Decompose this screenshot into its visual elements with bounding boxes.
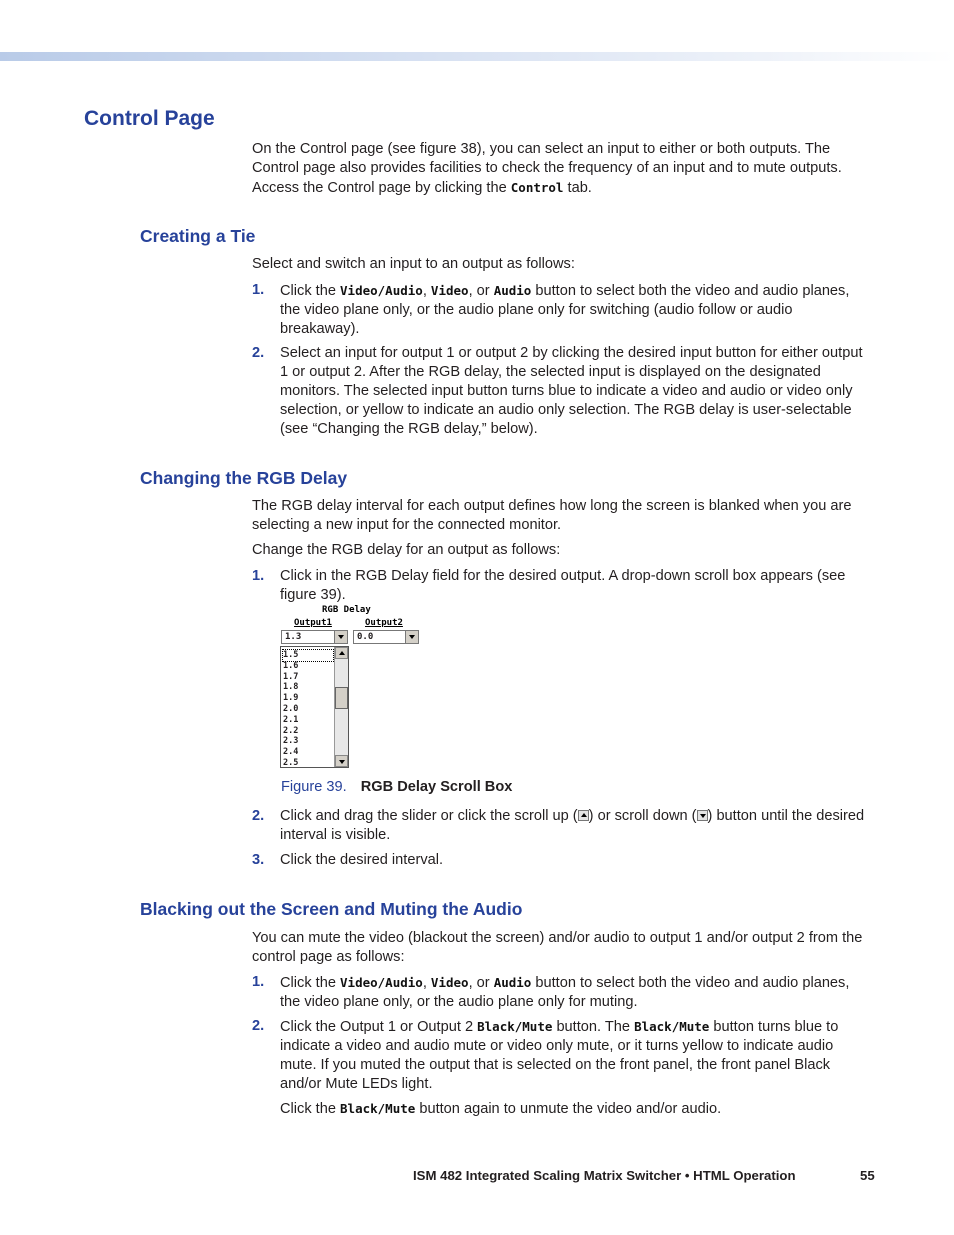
rgb-step2-text: Click and drag the slider or click the scroll up ( ) or scroll down ( ) button until the desired interval is visible. xyxy=(280,808,865,843)
delay-option[interactable]: 2.0 xyxy=(283,704,299,714)
output1-delay-dropdown[interactable] xyxy=(281,630,348,644)
blackout-step1-text: Click the Video/Audio, Video, or Audio button to select both the video and audio planes, the video plane only, or the audio plane only for muting. xyxy=(280,975,850,1010)
output1-label: Output1 xyxy=(294,618,332,628)
tie-lead: Select and switch an input to an output as follows: xyxy=(252,256,575,272)
tie-step2-number: 2. xyxy=(252,345,265,361)
rgb-paragraph-1: The RGB delay interval for each output defines how long the screen is blanked when you are selecting a new input for the connected monitor. xyxy=(252,498,852,533)
delay-option[interactable]: 2.5 xyxy=(283,758,299,768)
blackout-step2-number: 2. xyxy=(252,1018,265,1034)
scroll-down-icon xyxy=(697,810,708,821)
chevron-down-icon[interactable] xyxy=(405,631,418,643)
output2-delay-dropdown[interactable] xyxy=(353,630,419,644)
scroll-up-icon[interactable] xyxy=(335,647,348,659)
page-number: 55 xyxy=(860,1168,875,1183)
rgb-paragraph-2: Change the RGB delay for an output as follows: xyxy=(252,542,561,558)
rgb-step3-number: 3. xyxy=(252,852,265,868)
delay-option[interactable]: 2.2 xyxy=(283,725,299,736)
header-gradient-bar xyxy=(0,52,954,61)
output2-label: Output2 xyxy=(365,618,403,628)
tie-step1-number: 1. xyxy=(252,282,265,298)
tie-step2-text: Select an input for output 1 or output 2 by clicking the desired input button for either output 1 or output 2. After the RGB delay, the selected input is displayed on the designated monitors. The selected input button turns blue to indicate a video and audio or video only selection, or yellow to indicate an audio only selection. The RGB delay is user-selectable (see “Changing the RGB delay,” below). xyxy=(280,345,863,437)
delay-option[interactable]: 2.3 xyxy=(283,736,299,747)
rgb-delay-scroll-list[interactable] xyxy=(280,646,349,768)
chevron-down-icon[interactable] xyxy=(334,631,347,643)
figure-title: RGB Delay Scroll Box xyxy=(360,779,513,795)
rgb-step1-number: 1. xyxy=(252,568,265,584)
delay-option[interactable]: 1.5 xyxy=(283,650,333,661)
scroll-up-icon xyxy=(578,810,589,821)
output2-delay-value: 0.0 xyxy=(357,632,374,642)
blackout-unmute-text: Click the Black/Mute button again to unmute the video and/or audio. xyxy=(280,1101,722,1117)
rgb-step3-text: Click the desired interval. xyxy=(280,852,444,868)
scroll-thumb[interactable] xyxy=(335,687,348,709)
delay-option[interactable]: 1.9 xyxy=(283,693,299,704)
page-title: Control Page xyxy=(84,107,215,130)
scroll-down-icon[interactable] xyxy=(335,755,348,767)
blackout-step2-text: Click the Output 1 or Output 2 Black/Mute button. The Black/Mute button turns blue to indicate a video and audio mute or video only mute, or it turns yellow to indicate audio mute. If you muted the output that is selected on the front panel, the front panel Black and/or Mute LEDs light. xyxy=(280,1019,839,1092)
rgb-delay-title: RGB Delay xyxy=(322,605,371,615)
output1-delay-value: 1.3 xyxy=(285,632,302,642)
control-tab-code: Control xyxy=(510,180,564,195)
footer-text: ISM 482 Integrated Scaling Matrix Switcher • HTML Operation xyxy=(413,1168,796,1183)
section-heading-blackout-mute: Blacking out the Screen and Muting the Audio xyxy=(140,899,523,919)
rgb-step1-text: Click in the RGB Delay field for the desired output. A drop-down scroll box appears (see figure 39). xyxy=(280,568,846,603)
delay-option[interactable]: 1.6 xyxy=(283,660,299,671)
intro-paragraph: On the Control page (see figure 38), you can select an input to either or both outputs. The Control page also provides facilities to check the frequency of an input and to mute outputs. Access the Control page by clicking the Control tab. xyxy=(252,141,842,196)
blackout-lead: You can mute the video (blackout the screen) and/or audio to output 1 and/or output 2 from the control page as follows: xyxy=(252,930,863,965)
figure-number: Figure 39. xyxy=(281,779,347,795)
scrollbar[interactable] xyxy=(334,647,348,767)
delay-option[interactable]: 1.7 xyxy=(283,671,299,682)
blackout-step1-number: 1. xyxy=(252,974,265,990)
delay-option[interactable]: 2.1 xyxy=(283,714,299,725)
rgb-step2-number: 2. xyxy=(252,808,265,824)
section-heading-creating-tie: Creating a Tie xyxy=(140,226,256,246)
section-heading-rgb-delay: Changing the RGB Delay xyxy=(140,468,348,488)
figure-caption xyxy=(281,779,512,795)
rgb-delay-figure xyxy=(280,603,430,768)
delay-option[interactable]: 1.8 xyxy=(283,682,299,693)
tie-step1-text: Click the Video/Audio, Video, or Audio button to select both the video and audio planes, the video plane only, or the audio plane only for switching (audio follow or audio breakaway). xyxy=(280,283,850,337)
delay-option[interactable]: 2.4 xyxy=(283,747,299,758)
